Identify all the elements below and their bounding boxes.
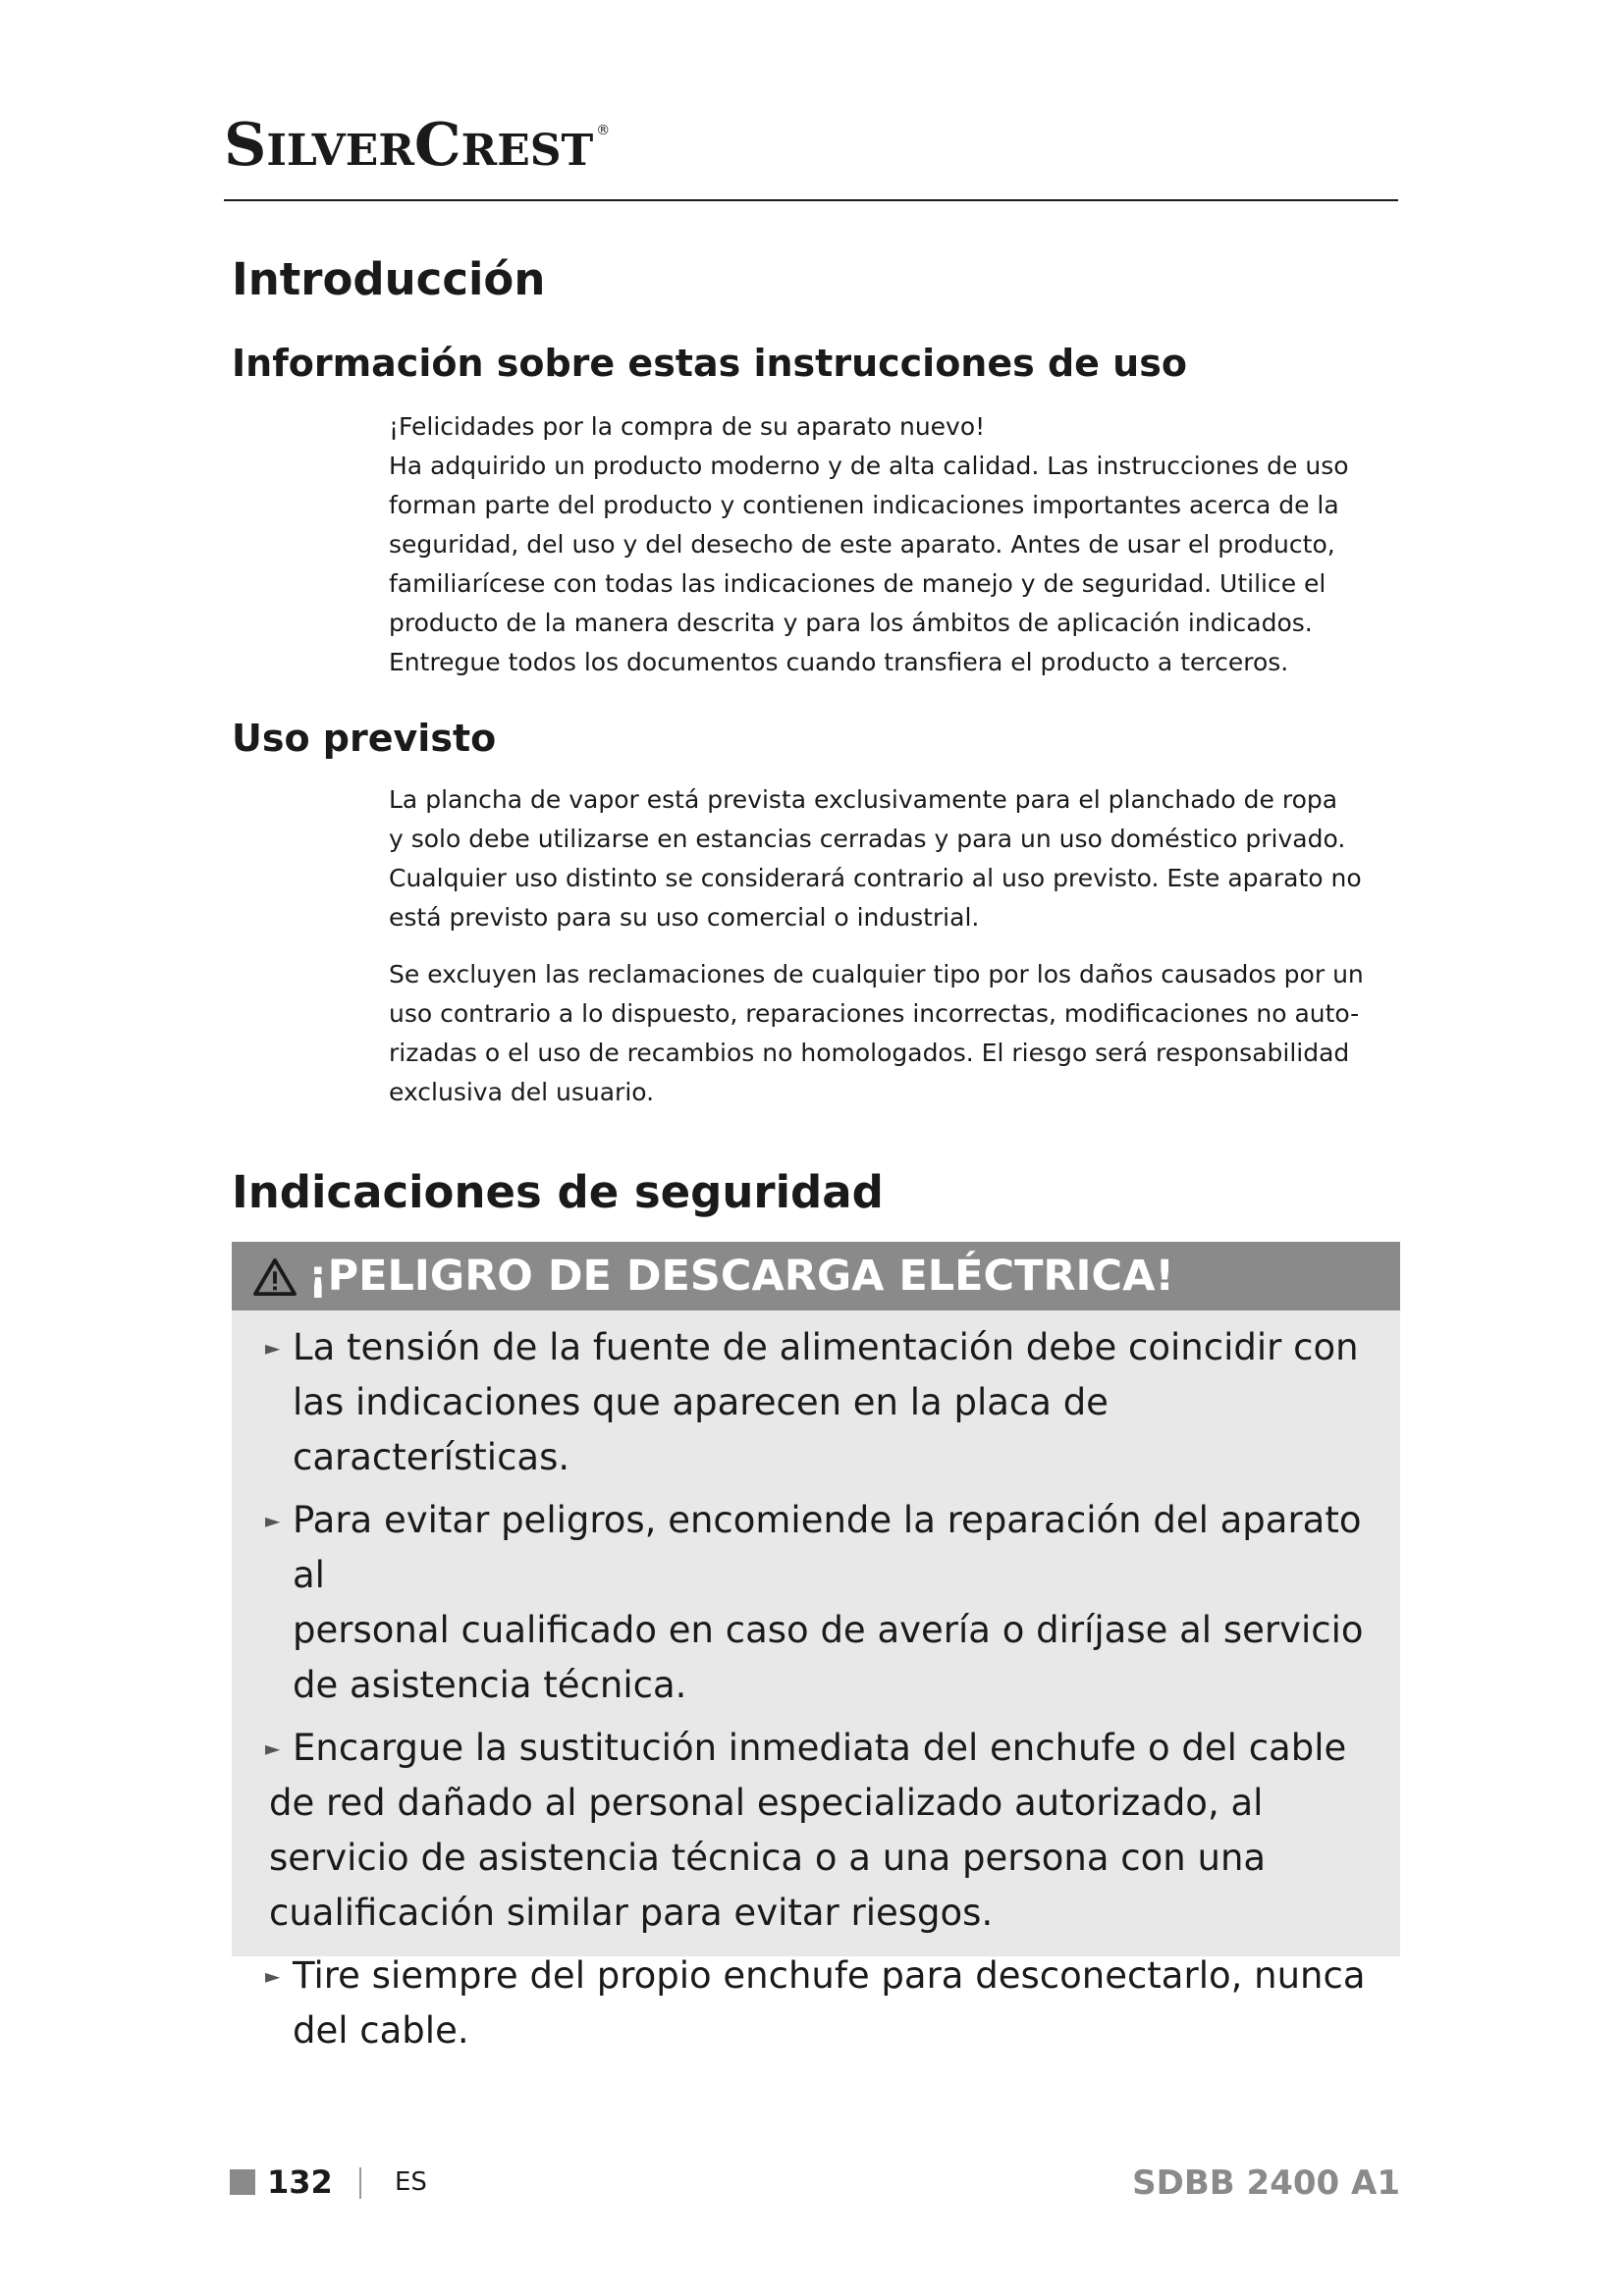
text-line: de asistencia técnica. [293,1664,687,1706]
text-line: Entregue todos los documentos cuando transfiera el producto a terceros. [389,648,1289,676]
text-line: Encargue la sustitución inmediata del enchufe o del cable [293,1727,1347,1769]
list-item [265,1320,1390,1485]
language-code: ES [395,2167,427,2197]
text-line: y solo debe utilizarse en estancias cerradas y para un uso doméstico privado. [389,825,1346,853]
registered-mark: ® [596,123,611,138]
text-line: del cable. [293,2009,469,2052]
footer-separator [359,2167,361,2199]
list-item [265,1493,1390,1713]
text-line: Cualquier uso distinto se considerará contrario al uso previsto. Este aparato no [389,864,1362,892]
bullet-arrow-icon: ► [265,1736,281,1760]
bullet-arrow-icon: ► [265,1964,281,1988]
list-item [265,1949,1390,2058]
text-line: Para evitar peligros, encomiende la reparación del aparato al [293,1499,1362,1596]
text-line: servicio de asistencia técnica o a una persona con una [269,1837,1267,1879]
intro-paragraph [389,407,1400,682]
text-line: está previsto para su uso comercial o industrial. [389,903,980,932]
brand-logo-wordmark: SILVERCREST ® [224,111,611,180]
text-line: exclusiva del usuario. [389,1078,655,1106]
text-line: Tire siempre del propio enchufe para desconectarlo, nunca [293,1954,1366,1997]
text-line: las indicaciones que aparecen en la placa de características. [293,1381,1109,1478]
text-line: Ha adquirido un producto moderno y de alta calidad. Las instrucciones de uso [389,452,1349,480]
danger-title: ¡PELIGRO DE DESCARGA ELÉCTRICA! [308,1252,1174,1301]
text-line: La plancha de vapor está prevista exclusivamente para el planchado de ropa [389,785,1338,814]
page-footer [230,2163,1400,2203]
text-line: seguridad, del uso y del desecho de este aparato. Antes de usar el producto, [389,530,1335,559]
text-line: personal cualificado en caso de avería o diríjase al servicio [293,1609,1364,1651]
text-line: forman parte del producto y contienen indicaciones importantes acerca de la [389,491,1339,519]
header-divider [224,199,1398,201]
text-line: rizadas o el uso de recambios no homologados. El riesgo será responsabilidad [389,1039,1350,1067]
intended-use-title: Uso previsto [232,717,497,760]
intended-use-paragraph-2 [389,955,1400,1112]
text-line: cualificación similar para evitar riesgos. [269,1892,994,1934]
page-marker-square [230,2169,255,2195]
text-line: producto de la manera descrita y para los ámbitos de aplicación indicados. [389,609,1313,637]
danger-header [232,1242,1400,1310]
warning-triangle-icon [251,1257,298,1297]
safety-title: Indicaciones de seguridad [232,1166,884,1218]
model-number: SDBB 2400 A1 [1132,2163,1400,2203]
text-line: Se excluyen las reclamaciones de cualquier tipo por los daños causados por un [389,960,1364,988]
text-line: familiarícese con todas las indicaciones de manejo y de seguridad. Utilice el [389,569,1326,598]
page-number: 132 [267,2163,333,2201]
text-line: La tensión de la fuente de alimentación debe coincidir con [293,1326,1359,1368]
text-line: ¡Felicidades por la compra de su aparato nuevo! [389,412,986,441]
text-line: uso contrario a lo dispuesto, reparaciones incorrectas, modificaciones no auto- [389,999,1360,1028]
intro-subtitle: Información sobre estas instrucciones de uso [232,342,1187,385]
bullet-arrow-icon: ► [265,1336,281,1360]
danger-warning-box [232,1242,1400,2052]
intended-use-paragraph-1 [389,780,1400,937]
safety-bullet-list [265,1320,1390,2066]
intro-title: Introducción [232,253,546,305]
text-line: de red dañado al personal especializado autorizado, al [269,1782,1264,1824]
list-item [265,1721,1390,1941]
bullet-arrow-icon: ► [265,1509,281,1532]
